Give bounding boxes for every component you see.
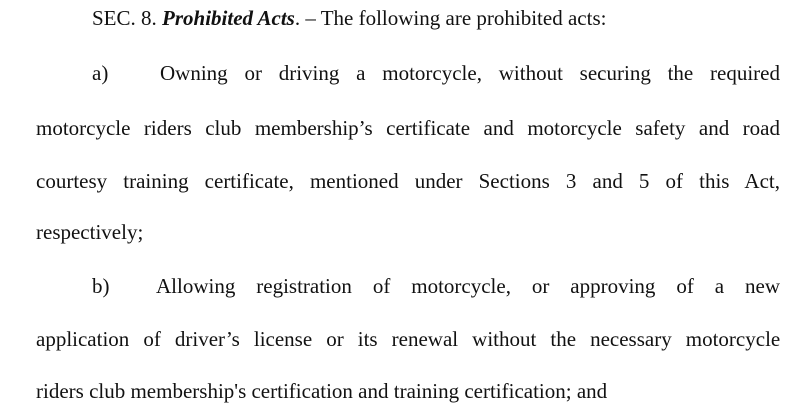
item-b-line-2: application of driver’s license or its renewal without the necessary motorcycle [36, 327, 781, 351]
item-b-line-3: riders club membership's certification and training certification; and [36, 379, 608, 403]
item-a-label: a) [92, 61, 109, 85]
item-a-line-4: respectively; [36, 220, 144, 244]
section-heading [92, 8, 606, 29]
item-a-line-1: Owning or driving a motorcycle, without securing the required [160, 61, 780, 85]
section-title-period: . [294, 6, 301, 30]
item-a-line-2: motorcycle riders club membership’s certificate and motorcycle safety and road [36, 116, 780, 140]
item-b-line-1: Allowing registration of motorcycle, or approving of a new [156, 274, 780, 298]
section-number: SEC. 8. [92, 6, 157, 30]
item-a-line-3: courtesy training certificate, mentioned under Sections 3 and 5 of this Act, [36, 169, 780, 193]
item-b-label: b) [92, 274, 110, 298]
section-title: Prohibited Acts [162, 6, 295, 30]
section-intro: – The following are prohibited acts: [300, 6, 607, 30]
